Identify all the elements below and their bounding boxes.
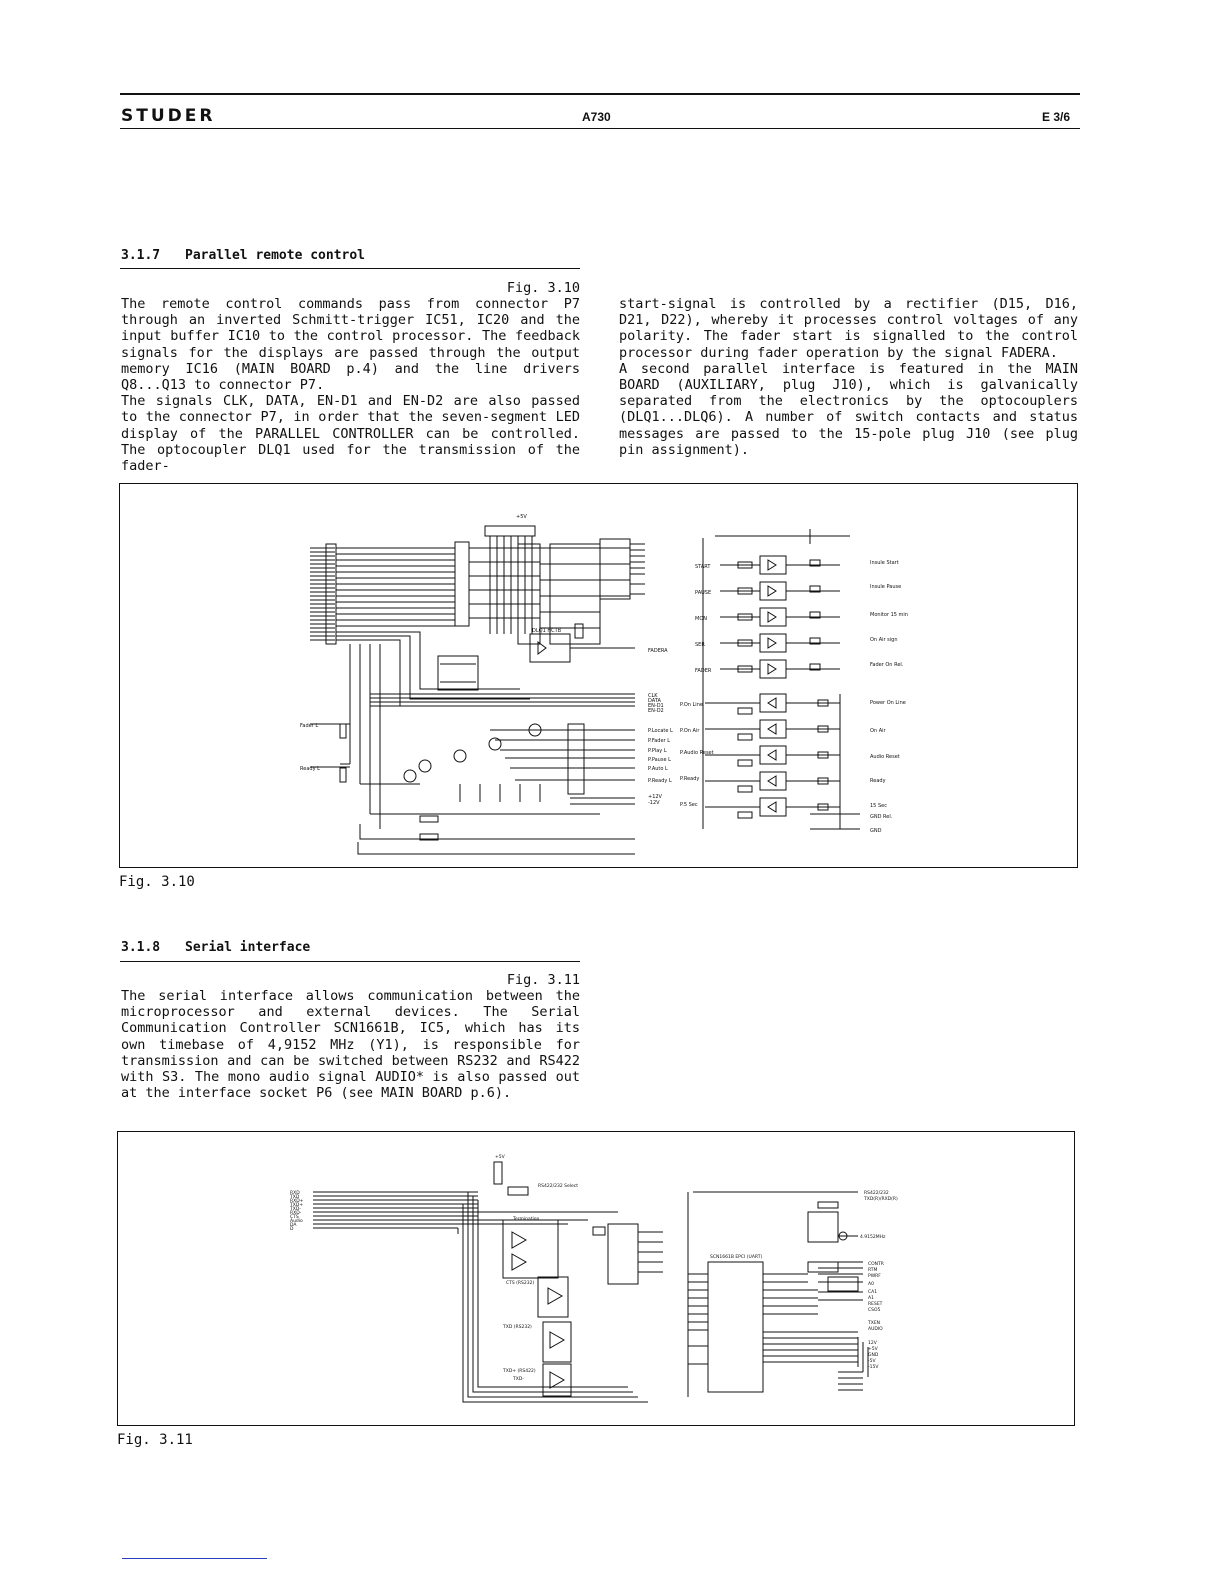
uart-label: SCN1661B EPCI (UART) <box>710 1255 763 1260</box>
paragraph: The serial interface allows communication between the microprocessor and external devices. The Serial Communication Controller SCN1661B, IC5, which has its own timebase of 4,9152 MHz (Y1), is responsible for transmission and can be switched between RS232 and RS422 with S3. The mono audio signal AUDIO* is also passed out at the interface socket P6 (see MAIN BOARD p.6). <box>121 988 580 1102</box>
pin-label: TXD <box>290 1195 300 1200</box>
cts-label: CTS (RS232) <box>506 1281 535 1286</box>
schematic-diagram <box>118 1132 1074 1425</box>
signal-output-lines <box>370 694 635 804</box>
text-column-left <box>121 988 580 1101</box>
mon-label: MON <box>695 616 707 622</box>
y1-label: 4.9152MHz <box>860 1235 886 1240</box>
p-play-label: P.Play L <box>648 748 667 754</box>
paragraph: start-signal is controlled by a rectifier (D15, D16, D21, D22), whereby it processes control voltages of any polarity. The fader start is signalled to the control processor during fader operation by the signal FADERA. <box>619 296 1078 361</box>
gnd-rel-label: GND Rel. <box>870 814 893 820</box>
on-air-label: On Air <box>870 728 886 734</box>
pin-label: TXD+ <box>290 1203 304 1208</box>
section-heading <box>121 940 310 955</box>
dlq1-label: DLQ1 HCTB <box>532 628 562 634</box>
pin-label: CSO5 <box>868 1308 881 1313</box>
crystal-filter <box>420 816 438 840</box>
output-bus <box>818 1262 868 1390</box>
footer-link-rule <box>122 1558 267 1559</box>
fader-l-label: Fader L <box>300 723 319 729</box>
section-number: 3.1.8 <box>121 940 161 955</box>
model-name: A730 <box>582 110 611 124</box>
p-onair-label: P.On Air <box>680 728 700 734</box>
gnd-label: GND <box>870 828 882 834</box>
en-d1-label: EN-D1 <box>648 703 664 709</box>
fader-label: FADER <box>695 668 712 674</box>
v12m-label: -12V <box>648 800 660 806</box>
plus5v-label: +5V <box>516 514 527 520</box>
ser-label: SER <box>695 642 705 648</box>
start-label: START <box>695 564 711 570</box>
connector-p6-pins <box>313 1192 478 1234</box>
paragraph: The remote control commands pass from connector P7 through an inverted Schmitt-trigger IC51, IC20 and the input buffer IC10 to the control processor. The feedback signals for the displays are passed through the output memory IC16 (MAIN BOARD p.4) and the line drivers Q8...Q13 to connector P7. <box>121 296 580 394</box>
v12p-label: +12V <box>648 794 662 800</box>
p-ready-label: P.Ready L <box>648 778 672 784</box>
section-rule <box>120 961 580 962</box>
bus-to-drivers <box>463 1162 648 1402</box>
pin-label: D <box>290 1227 294 1232</box>
pin-label: AUDIO <box>868 1327 883 1332</box>
pin-label: RTM <box>868 1268 878 1273</box>
rs-select-label: RS422/232 Select <box>538 1184 578 1189</box>
rs-out-label: RS422/232 <box>864 1191 889 1196</box>
brand-logo: STUDER <box>121 106 216 126</box>
pin-label: PWRF <box>868 1274 881 1279</box>
line-driver-transistors <box>404 724 584 802</box>
page-number: E 3/6 <box>1042 110 1071 124</box>
fadera-label: FADERA <box>648 648 668 654</box>
p-5sec-label: P.5 Sec <box>680 802 698 808</box>
section-heading <box>121 248 365 263</box>
resistor-network <box>455 526 540 634</box>
pin-labels-left <box>289 1190 304 1232</box>
p-pause-label: P.Pause L <box>648 757 671 763</box>
pin-label: RXD <box>290 1191 300 1196</box>
bus-lines <box>336 548 635 854</box>
insule-pause-label: Insule Pause <box>870 584 902 590</box>
figure-3-10-schematic <box>119 483 1078 868</box>
txd-rxd-label: TXD(R)/RXD(R) <box>864 1197 898 1202</box>
pin-label: TXD- <box>290 1207 301 1212</box>
pin-label: DA <box>290 1223 297 1228</box>
p-fader-label: P.Fader L <box>648 738 670 744</box>
paragraph: A second parallel interface is featured in the MAIN BOARD (AUXILIARY, plug J10), which is galvanically separated from the electronics by the optocouplers (DLQ1...DLQ6). A number of switch contacts and status messages are passed to the 15-pole plug J10 (see plug pin assignment). <box>619 360 1078 458</box>
ready-label: Ready <box>870 778 886 784</box>
pin-label: A0 <box>868 1282 874 1287</box>
uart-scn1661b <box>688 1192 858 1397</box>
section-title: Serial interface <box>185 940 311 955</box>
pin-label: RXD- <box>290 1211 302 1216</box>
figure-caption: Fig. 3.11 <box>117 1432 193 1448</box>
power-online-label: Power On Line <box>870 700 906 706</box>
txd-rs422-label: TXD+ (RS422) <box>503 1369 536 1374</box>
figure-reference: Fig. 3.11 <box>506 972 580 988</box>
section-rule <box>120 268 580 269</box>
p-online-label: P.On Line <box>680 702 703 708</box>
plus5v-label: +5V <box>495 1155 505 1160</box>
pause-label: PAUSE <box>695 590 712 596</box>
termination-label: Termination <box>513 1217 540 1222</box>
clk-label: CLK <box>648 693 658 699</box>
figure-caption: Fig. 3.10 <box>119 874 195 890</box>
txd-rs232-label: TXD (RS232) <box>503 1325 532 1330</box>
pin-label: A1 <box>868 1296 874 1301</box>
pin-label: RXD+ <box>290 1199 304 1204</box>
monitor-label: Monitor 15 min <box>870 612 908 618</box>
optocoupler-dlq1 <box>530 624 635 662</box>
pin-label: -15V <box>868 1365 879 1370</box>
pin-label: CONTR <box>868 1262 884 1267</box>
pin-label: 12V <box>868 1341 877 1346</box>
text-column-right <box>619 296 1078 458</box>
switch-s3 <box>593 1224 663 1284</box>
schematic-diagram <box>120 484 1077 867</box>
txd-minus-label: TXD- <box>513 1377 524 1382</box>
pin-label: CA1 <box>868 1290 878 1295</box>
p-ready2-label: P.Ready <box>680 776 700 782</box>
p-locate-label: P.Locate L <box>648 728 673 734</box>
figure-reference: Fig. 3.10 <box>506 280 580 296</box>
header-subrule <box>120 128 1080 129</box>
pin-label: Audio <box>290 1219 303 1224</box>
text-column-left <box>121 296 580 474</box>
fader-rel-label: Fader On Rel. <box>870 662 904 668</box>
pin-label: RESET <box>868 1302 883 1307</box>
connector-p7-pins <box>310 544 336 644</box>
p-auto-label: P.Auto L <box>648 766 668 772</box>
fader-resistors <box>310 724 350 782</box>
pin-labels-right <box>867 1261 884 1370</box>
pin-label: +5V <box>868 1347 878 1352</box>
en-d2-label: EN-D2 <box>648 708 664 714</box>
onair-sign-label: On Air sign <box>870 637 898 643</box>
ready-l-label: Ready L <box>300 766 320 772</box>
section-title: Parallel remote control <box>185 248 366 263</box>
p-audio-label: P.Audio Reset <box>680 750 714 756</box>
paragraph: The signals CLK, DATA, EN-D1 and EN-D2 are also passed to the connector P7, in order that the seven-segment LED display of the PARALLEL CONTROLLER can be controlled. The optocoupler DLQ1 used for the transmission of the fader- <box>121 393 580 475</box>
audio-reset-label: Audio Reset <box>870 754 900 760</box>
pin-label: CTS <box>290 1215 299 1220</box>
15sec-label: 15 Sec <box>870 803 887 809</box>
figure-3-11-schematic <box>117 1131 1075 1426</box>
insule-start-label: Insule Start <box>870 560 899 566</box>
section-number: 3.1.7 <box>121 248 161 263</box>
data-label: DATA <box>648 698 661 704</box>
aux-optocoupler-upper <box>715 529 850 678</box>
rectifier-diodes <box>438 656 478 690</box>
pin-label: -5V <box>868 1359 876 1364</box>
header-rule <box>120 93 1080 95</box>
pin-label: GND <box>868 1353 879 1358</box>
pin-label: TXEN <box>868 1321 881 1326</box>
